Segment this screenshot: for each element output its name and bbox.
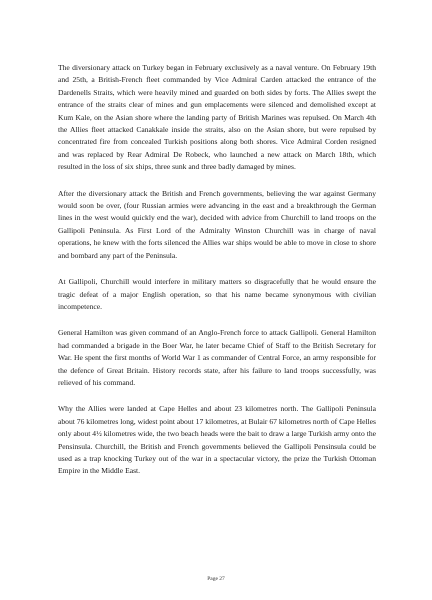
document-body [58,62,376,492]
paragraph-landing-decision: After the diversionary attack the British and French governments, believing the war against Germany would soon be over, (four Russian armies were advancing in the east and a breakthrough the German lines in the west would quickly end the war), decided with advice from Churchill to land troops on the Gallipoli Peninsula. As First Lord of the Admiralty Winston Churchill was in charge of naval operations, he knew with the forts silenced the Allies war ships would be able to move in close to shore and bombard any part of the Peninsula. [58,188,376,260]
paragraph-naval-attack: The diversionary attack on Turkey began in February exclusively as a naval venture. On February 19th and 25th, a British-French fleet commanded by Vice Admiral Carden attacked the entrance of the Dardenells Straits, which were heavily mined and guarded on both sides by forts. The Allies swept the entrance of the straits clear of mines and gun emplacements were silenced and demolished except at Kum Kale, on the Asian shore where the landing party of British Marines was repulsed. On March 4th the Allies fleet attacked Canakkale inside the straits, also on the Asian shore, but were repulsed by concentrated fire from concealed Turkish positions along both shores. Vice Admiral Corden resigned and was replaced by Rear Admiral De Robeck, who launched a new attack on March 18th, which resulted in the loss of six ships, three sunk and three badly damaged by mines. [58,63,376,172]
paragraph-cape-helles: Why the Allies were landed at Cape Helles and about 23 kilometres north. The Gallipoli Peninsula about 76 kilometres long, widest point about 17 kilometres, at Bulair 67 kilometres north of Cape Helles only about 4½ kilometres wide, the two beach heads were the bait to draw a large Turkish army onto the Pensinsula. Churchill, the British and French governments believed the Gallipoli Pensinsula could be used as a trap knocking Turkey out of the war in a spectacular victory, the prize the Turkish Ottoman Empire in the Middle East. [58,404,376,476]
paragraph-churchill: At Gallipoli, Churchill would interfere in military matters so disgracefully that he would ensure the tragic defeat of a major English operation, so that his name became synonymous with civilian incompetence. [58,277,376,311]
page-number: Page 27 [207,576,225,582]
paragraph-hamilton: General Hamilton was given command of an Anglo-French force to attack Gallipoli. General Hamilton had commanded a brigade in the Boer War, he later became Chief of Staff to the British Secretary for War. He spent the first months of World War 1 as commander of Central Force, an army responsible for the defence of Great Britain. History records state, after his failure to land troops successfully, was relieved of his command. [58,328,376,387]
